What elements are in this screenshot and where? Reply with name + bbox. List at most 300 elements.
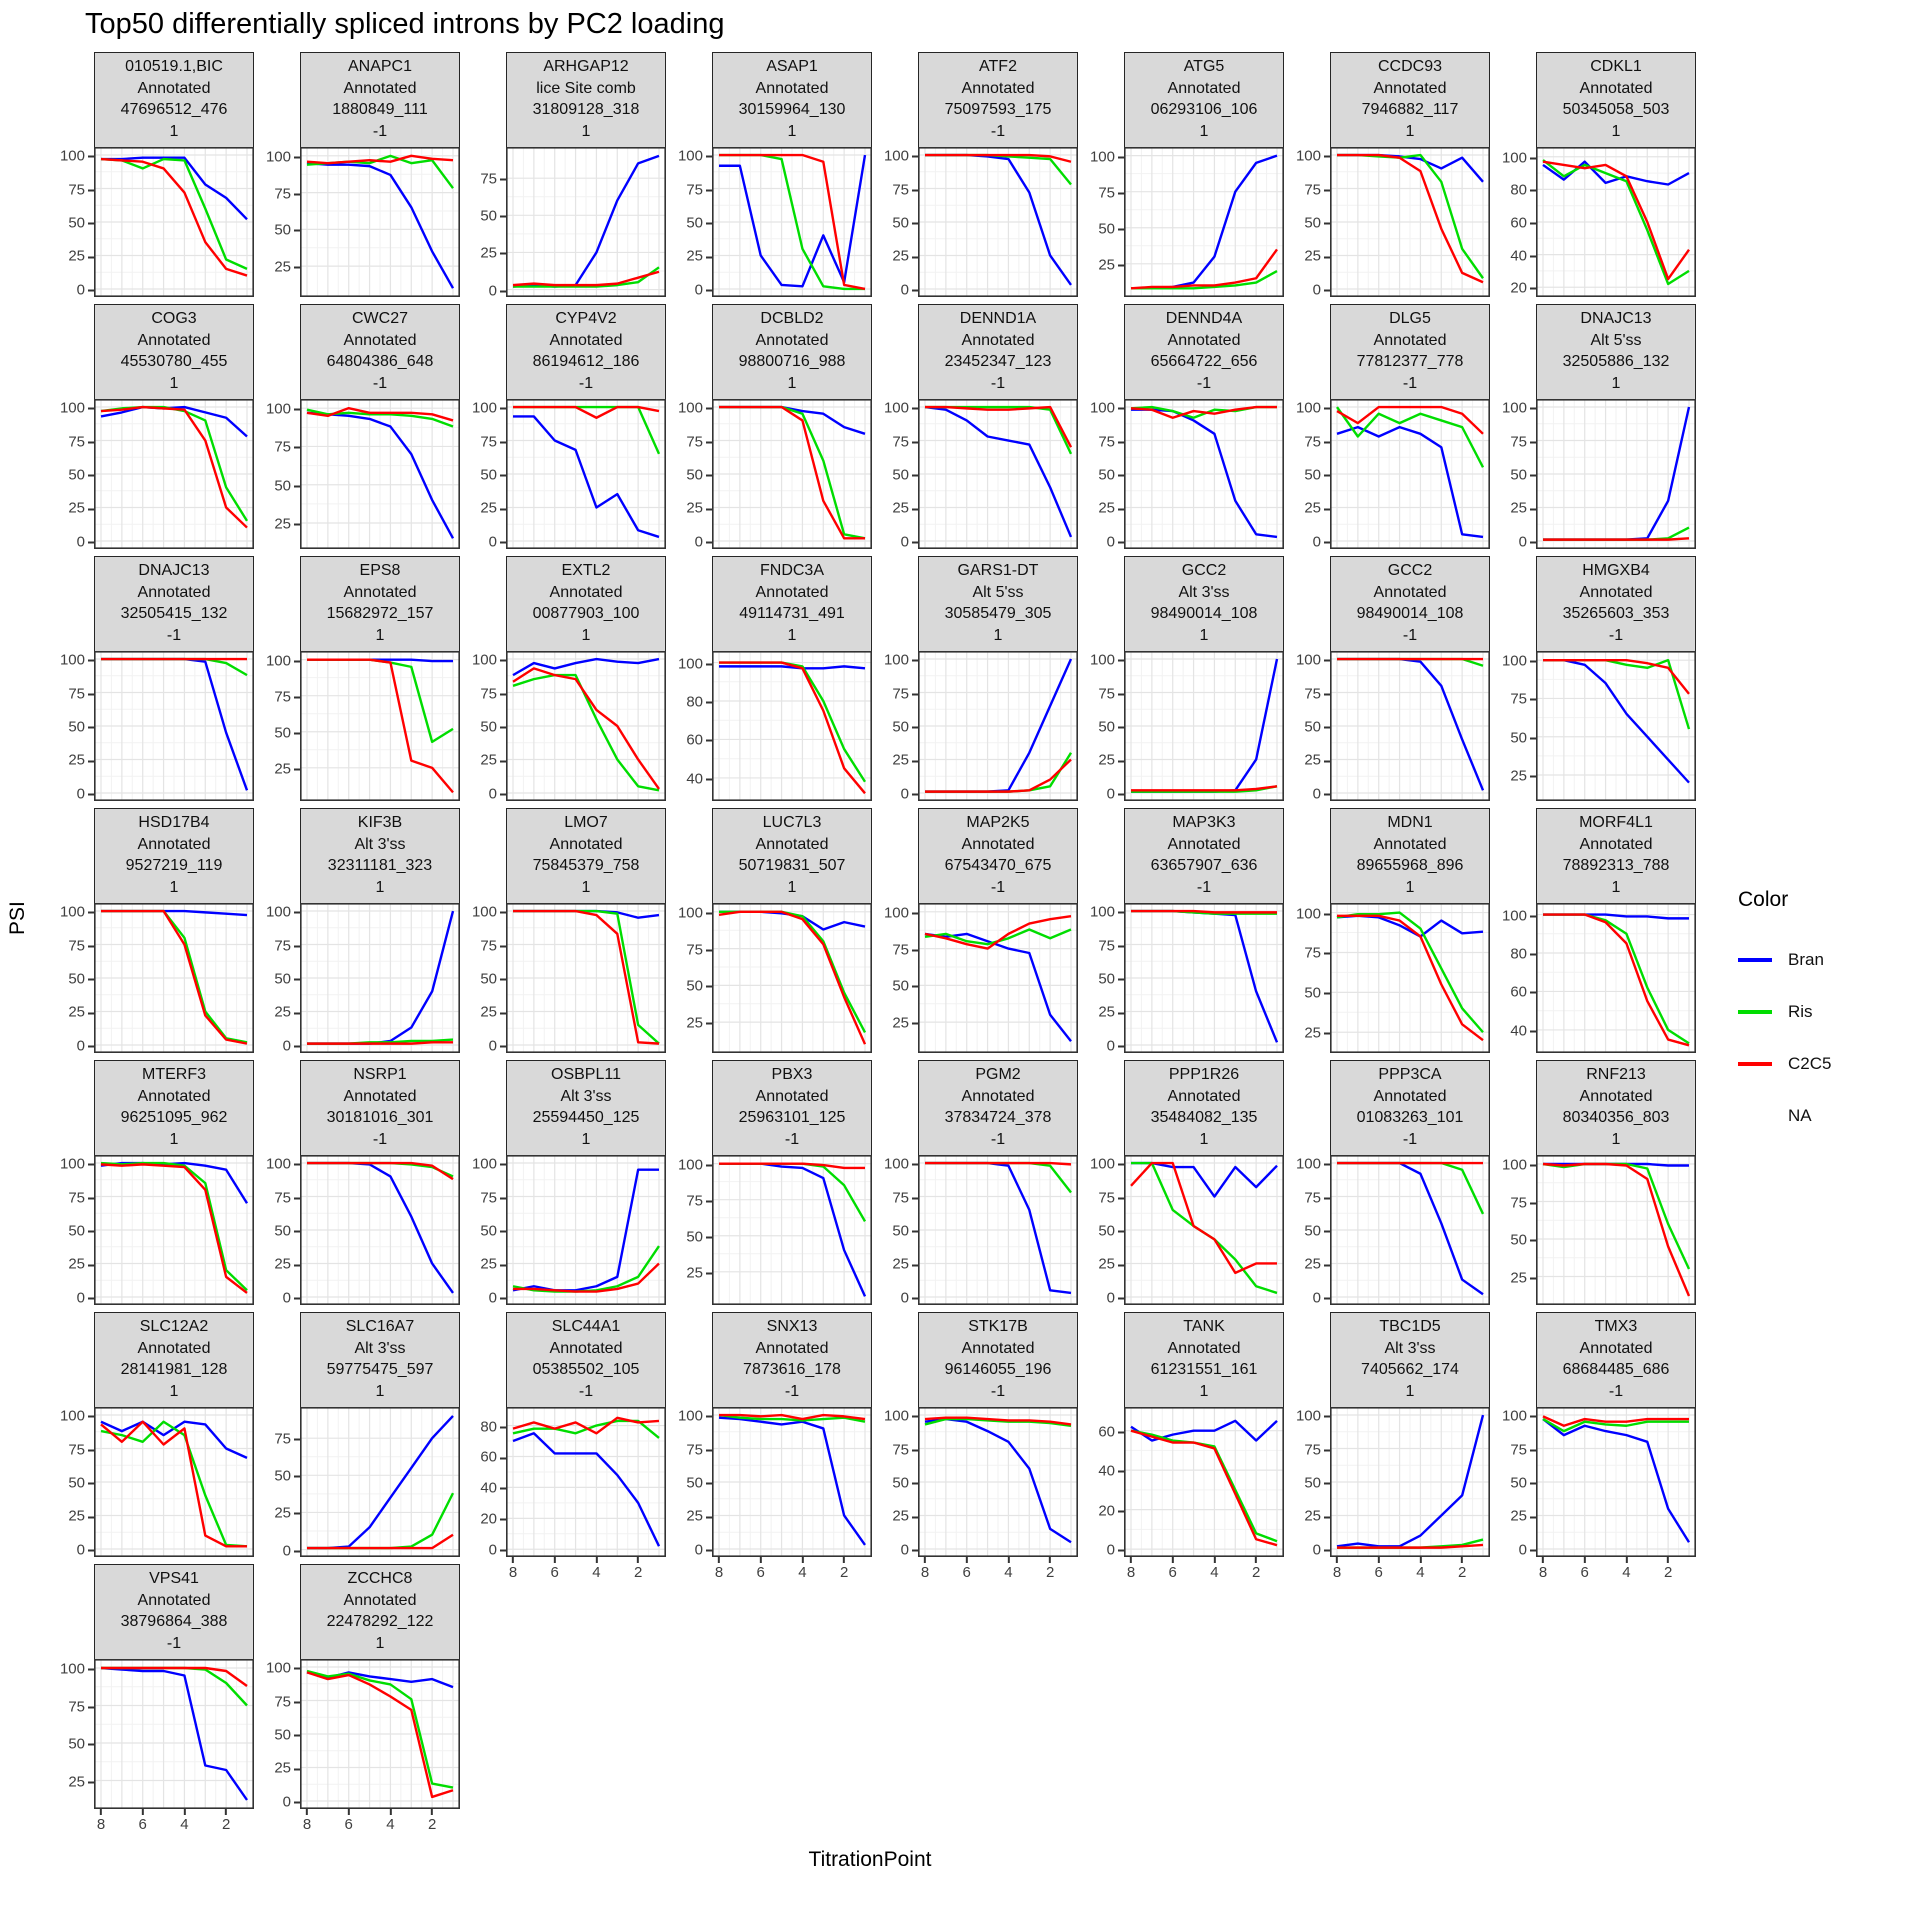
facet-panel bbox=[668, 808, 874, 1060]
facet-panel bbox=[1492, 1312, 1698, 1581]
legend-entry bbox=[1738, 986, 1918, 1038]
y-tick-labels bbox=[874, 1312, 918, 1558]
facet-coordinates: 01083263_101 bbox=[1356, 1109, 1464, 1126]
facet-panel bbox=[256, 52, 462, 304]
y-tick-label: 0 bbox=[77, 1037, 94, 1054]
facet-panel bbox=[50, 808, 256, 1060]
y-tick-labels bbox=[256, 1312, 300, 1558]
legend-label: Bran bbox=[1788, 950, 1824, 969]
series-line-c2c5 bbox=[1131, 911, 1277, 912]
x-tick-label: 2 bbox=[840, 1564, 848, 1581]
facet-coordinates: 9527219_119 bbox=[125, 857, 223, 874]
y-tick-label: 75 bbox=[1098, 433, 1124, 450]
facet-plot-area bbox=[1124, 1407, 1284, 1557]
y-tick-label: 25 bbox=[686, 1508, 712, 1525]
y-tick-label: 75 bbox=[480, 171, 506, 188]
y-tick-labels bbox=[1286, 808, 1330, 1054]
x-tick-label: 6 bbox=[345, 1816, 353, 1833]
x-tick-label: 2 bbox=[222, 1816, 230, 1833]
facet-strand: -1 bbox=[1402, 1130, 1418, 1148]
x-tick-label: 8 bbox=[921, 1564, 929, 1581]
x-tick-label: 4 bbox=[592, 1564, 600, 1581]
y-tick-label: 100 bbox=[266, 1660, 300, 1677]
legend-entry bbox=[1738, 1090, 1918, 1142]
x-tick-labels bbox=[94, 1809, 254, 1835]
y-tick-label: 50 bbox=[480, 208, 506, 225]
y-tick-label: 20 bbox=[480, 1511, 506, 1528]
facet-strip bbox=[1536, 1312, 1696, 1408]
facet-panel bbox=[256, 808, 462, 1060]
y-tick-label: 100 bbox=[472, 652, 506, 669]
facet-strand: 1 bbox=[1611, 1130, 1621, 1148]
facet-strand: 1 bbox=[581, 1130, 591, 1148]
facet-plot-area bbox=[300, 651, 460, 801]
y-tick-labels bbox=[50, 808, 94, 1054]
facet-strand: -1 bbox=[990, 122, 1006, 140]
facet-strand: -1 bbox=[578, 1382, 594, 1400]
y-tick-label: 75 bbox=[686, 433, 712, 450]
y-tick-label: 25 bbox=[480, 245, 506, 262]
y-tick-label: 0 bbox=[77, 533, 94, 550]
facet-gene: TMX3 bbox=[1594, 1318, 1638, 1335]
x-tick-label: 6 bbox=[139, 1816, 147, 1833]
y-tick-label: 100 bbox=[1090, 400, 1124, 417]
y-tick-label: 50 bbox=[1098, 971, 1124, 988]
facet-plot-area bbox=[712, 1407, 872, 1557]
facet-gene: STK17B bbox=[968, 1318, 1028, 1335]
y-tick-labels bbox=[1080, 808, 1124, 1054]
facet-gene: HMGXB4 bbox=[1582, 562, 1650, 579]
facet-strand: 1 bbox=[1199, 626, 1209, 644]
y-tick-label: 60 bbox=[1510, 984, 1536, 1001]
facet-plot-area bbox=[1536, 1155, 1696, 1305]
y-tick-label: 75 bbox=[892, 433, 918, 450]
y-tick-label: 50 bbox=[274, 724, 300, 741]
facet-coordinates: 98490014_108 bbox=[1356, 605, 1464, 622]
facet-strand: 1 bbox=[375, 1382, 385, 1400]
facet-strand: 1 bbox=[169, 1130, 179, 1148]
facet-gene: PBX3 bbox=[771, 1066, 813, 1083]
y-tick-label: 100 bbox=[884, 904, 918, 921]
facet-coordinates: 00877903_100 bbox=[532, 605, 640, 622]
y-tick-labels bbox=[1492, 52, 1536, 298]
y-tick-label: 100 bbox=[678, 904, 712, 921]
y-tick-label: 50 bbox=[274, 222, 300, 239]
y-tick-label: 0 bbox=[77, 281, 94, 298]
y-tick-label: 25 bbox=[1510, 1508, 1536, 1525]
facet-panel bbox=[874, 1060, 1080, 1312]
x-tick-mark bbox=[348, 1809, 350, 1815]
facet-gene: KIF3B bbox=[357, 814, 403, 831]
facet-gene: LMO7 bbox=[564, 814, 608, 831]
y-tick-label: 60 bbox=[1098, 1423, 1124, 1440]
facet-plot-area bbox=[918, 1155, 1078, 1305]
facet-annotation-type: Annotated bbox=[549, 331, 623, 349]
y-tick-labels bbox=[1080, 1312, 1124, 1558]
facet-strip bbox=[1124, 1060, 1284, 1156]
x-tick-labels bbox=[1330, 1557, 1490, 1583]
y-tick-label: 25 bbox=[1510, 500, 1536, 517]
x-tick-labels bbox=[506, 1557, 666, 1583]
facet-plot-area bbox=[1536, 651, 1696, 801]
facet-strand: 1 bbox=[169, 878, 179, 896]
facet-strip bbox=[1124, 1312, 1284, 1408]
facet-gene: DCBLD2 bbox=[760, 310, 824, 327]
facet-annotation-type: Annotated bbox=[755, 583, 829, 601]
facet-coordinates: 78892313_788 bbox=[1562, 857, 1670, 874]
facet-annotation-type: Annotated bbox=[343, 1087, 417, 1105]
y-tick-label: 100 bbox=[1296, 652, 1330, 669]
y-tick-labels bbox=[1286, 52, 1330, 298]
facet-strand: 1 bbox=[375, 626, 385, 644]
y-tick-label: 100 bbox=[678, 1156, 712, 1173]
y-tick-labels bbox=[462, 52, 506, 298]
y-tick-label: 25 bbox=[1510, 767, 1536, 784]
facet-strand: 1 bbox=[1199, 1130, 1209, 1148]
y-tick-label: 100 bbox=[1502, 653, 1536, 670]
y-tick-label: 75 bbox=[1510, 1194, 1536, 1211]
facet-coordinates: 22478292_122 bbox=[326, 1613, 434, 1630]
facet-gene: SLC12A2 bbox=[139, 1318, 209, 1335]
y-tick-label: 25 bbox=[68, 248, 94, 265]
facet-gene: GCC2 bbox=[1387, 562, 1433, 579]
facet-annotation-type: Annotated bbox=[1167, 79, 1241, 97]
facet-gene: ATG5 bbox=[1183, 58, 1225, 75]
y-tick-label: 75 bbox=[1098, 184, 1124, 201]
facet-plot-area bbox=[1330, 903, 1490, 1053]
facet-annotation-type: Annotated bbox=[137, 1339, 211, 1357]
facet-gene: ANAPC1 bbox=[347, 58, 413, 75]
y-tick-label: 100 bbox=[884, 652, 918, 669]
y-tick-label: 100 bbox=[884, 148, 918, 165]
x-tick-label: 2 bbox=[1046, 1564, 1054, 1581]
y-tick-label: 75 bbox=[1304, 945, 1330, 962]
y-tick-label: 0 bbox=[283, 1542, 300, 1559]
y-tick-label: 50 bbox=[1304, 467, 1330, 484]
y-tick-label: 0 bbox=[695, 533, 712, 550]
y-tick-label: 0 bbox=[283, 1793, 300, 1810]
y-tick-label: 0 bbox=[1107, 1542, 1124, 1559]
facet-annotation-type: Annotated bbox=[961, 835, 1035, 853]
y-tick-label: 75 bbox=[1304, 1189, 1330, 1206]
y-tick-label: 50 bbox=[686, 215, 712, 232]
y-tick-label: 80 bbox=[480, 1418, 506, 1435]
facet-strip bbox=[918, 1312, 1078, 1408]
facet-panel bbox=[462, 304, 668, 556]
facet-plot-area bbox=[1124, 147, 1284, 297]
legend-title: Color bbox=[1738, 888, 1789, 911]
y-tick-label: 100 bbox=[1296, 148, 1330, 165]
facet-plot-area bbox=[1330, 651, 1490, 801]
y-tick-label: 50 bbox=[892, 467, 918, 484]
y-tick-labels bbox=[1080, 1060, 1124, 1306]
facet-strip bbox=[1124, 556, 1284, 652]
facet-gene: CCDC93 bbox=[1377, 58, 1442, 75]
y-tick-label: 75 bbox=[274, 1431, 300, 1448]
y-tick-label: 100 bbox=[884, 1156, 918, 1173]
x-tick-labels bbox=[918, 1557, 1078, 1583]
x-tick-label: 4 bbox=[386, 1816, 394, 1833]
facet-coordinates: 80340356_803 bbox=[1562, 1109, 1670, 1126]
y-tick-label: 75 bbox=[892, 181, 918, 198]
facet-coordinates: 32505886_132 bbox=[1562, 353, 1670, 370]
facet-panel bbox=[462, 1312, 668, 1581]
facet-panel bbox=[50, 556, 256, 808]
facet-panel bbox=[874, 52, 1080, 304]
facet-plot-area bbox=[94, 147, 254, 297]
facet-annotation-type: Annotated bbox=[961, 79, 1035, 97]
y-tick-label: 40 bbox=[686, 770, 712, 787]
y-tick-label: 75 bbox=[892, 941, 918, 958]
y-tick-labels bbox=[874, 304, 918, 550]
facet-coordinates: 75845379_758 bbox=[532, 857, 640, 874]
y-tick-label: 60 bbox=[1510, 215, 1536, 232]
x-tick-mark bbox=[637, 1557, 639, 1563]
facet-panel bbox=[1492, 808, 1698, 1060]
facet-gene: GARS1-DT bbox=[957, 562, 1039, 579]
facet-annotation-type: Annotated bbox=[755, 1087, 829, 1105]
y-tick-labels bbox=[1080, 556, 1124, 802]
facet-plot-area bbox=[1536, 903, 1696, 1053]
facet-annotation-type: Annotated bbox=[1373, 331, 1447, 349]
facet-plot-area bbox=[918, 147, 1078, 297]
y-tick-label: 100 bbox=[266, 401, 300, 418]
facet-annotation-type: Alt 3'ss bbox=[354, 835, 406, 853]
y-tick-label: 75 bbox=[480, 433, 506, 450]
facet-panel bbox=[1080, 1060, 1286, 1312]
y-tick-label: 40 bbox=[1510, 247, 1536, 264]
facet-coordinates: 96251095_962 bbox=[120, 1109, 228, 1126]
facet-panel bbox=[462, 808, 668, 1060]
facet-strip bbox=[300, 1060, 460, 1156]
facet-annotation-type: Annotated bbox=[961, 1339, 1035, 1357]
facet-strip bbox=[712, 1060, 872, 1156]
y-tick-label: 0 bbox=[489, 282, 506, 299]
y-tick-label: 60 bbox=[480, 1449, 506, 1466]
facet-gene: HSD17B4 bbox=[138, 814, 210, 831]
facet-plot-area bbox=[94, 1659, 254, 1809]
y-tick-label: 50 bbox=[480, 1223, 506, 1240]
y-tick-label: 25 bbox=[68, 1508, 94, 1525]
y-tick-label: 50 bbox=[480, 467, 506, 484]
y-tick-label: 50 bbox=[686, 1475, 712, 1492]
y-tick-label: 50 bbox=[1098, 719, 1124, 736]
facet-strand: 1 bbox=[1199, 122, 1209, 140]
facet-panel bbox=[1080, 556, 1286, 808]
y-tick-label: 50 bbox=[68, 971, 94, 988]
facet-gene: 010519.1,BIC bbox=[125, 58, 223, 75]
facet-coordinates: 77812377_778 bbox=[1356, 353, 1464, 370]
y-tick-label: 25 bbox=[1098, 500, 1124, 517]
y-tick-label: 25 bbox=[68, 1773, 94, 1790]
facet-plot-area bbox=[1124, 903, 1284, 1053]
facet-coordinates: 25963101_125 bbox=[738, 1109, 846, 1126]
facet-annotation-type: Annotated bbox=[755, 331, 829, 349]
y-tick-label: 0 bbox=[77, 785, 94, 802]
facet-strand: 1 bbox=[1611, 374, 1621, 392]
y-tick-label: 100 bbox=[266, 652, 300, 669]
x-tick-label: 6 bbox=[1581, 1564, 1589, 1581]
y-tick-label: 50 bbox=[68, 467, 94, 484]
y-tick-label: 75 bbox=[274, 1693, 300, 1710]
x-tick-label: 8 bbox=[1539, 1564, 1547, 1581]
y-tick-label: 75 bbox=[686, 181, 712, 198]
y-tick-label: 100 bbox=[266, 904, 300, 921]
y-tick-label: 25 bbox=[1510, 1269, 1536, 1286]
y-tick-label: 0 bbox=[1313, 785, 1330, 802]
facet-strip bbox=[1330, 1060, 1490, 1156]
facet-annotation-type: Annotated bbox=[137, 583, 211, 601]
x-tick-label: 4 bbox=[1622, 1564, 1630, 1581]
y-tick-label: 40 bbox=[1510, 1022, 1536, 1039]
facet-plot-area bbox=[1330, 399, 1490, 549]
facet-plot-area bbox=[300, 147, 460, 297]
y-tick-labels bbox=[256, 304, 300, 550]
y-tick-label: 60 bbox=[686, 732, 712, 749]
legend-label: C2C5 bbox=[1788, 1054, 1832, 1073]
facet-plot-area bbox=[1536, 1407, 1696, 1557]
facet-plot-area bbox=[300, 1155, 460, 1305]
y-tick-label: 100 bbox=[1502, 1157, 1536, 1174]
legend-label: NA bbox=[1788, 1106, 1812, 1125]
y-tick-labels bbox=[462, 556, 506, 802]
facet-gene: DNAJC13 bbox=[138, 562, 210, 579]
facet-panel bbox=[874, 556, 1080, 808]
facet-annotation-type: Annotated bbox=[343, 331, 417, 349]
y-tick-labels bbox=[668, 1060, 712, 1306]
y-tick-label: 75 bbox=[1510, 1441, 1536, 1458]
y-tick-labels bbox=[1492, 556, 1536, 802]
y-tick-labels bbox=[1286, 556, 1330, 802]
y-tick-label: 50 bbox=[892, 719, 918, 736]
y-tick-label: 75 bbox=[1304, 181, 1330, 198]
facet-coordinates: 28141981_128 bbox=[120, 1361, 228, 1378]
facet-strip bbox=[94, 1060, 254, 1156]
y-tick-labels bbox=[256, 1564, 300, 1810]
y-tick-labels bbox=[50, 1312, 94, 1558]
facet-coordinates: 15682972_157 bbox=[326, 605, 434, 622]
facet-plot-area bbox=[712, 399, 872, 549]
y-tick-label: 25 bbox=[1304, 500, 1330, 517]
plot-title: Top50 differentially spliced introns by PC2 loading bbox=[85, 8, 725, 40]
facet-annotation-type: Annotated bbox=[137, 1087, 211, 1105]
y-tick-label: 0 bbox=[1107, 785, 1124, 802]
facet-panel bbox=[1080, 304, 1286, 556]
facet-strand: 1 bbox=[787, 374, 797, 392]
y-tick-label: 0 bbox=[489, 785, 506, 802]
y-tick-label: 50 bbox=[274, 1468, 300, 1485]
facet-gene: FNDC3A bbox=[759, 562, 824, 579]
facet-annotation-type: Annotated bbox=[549, 1339, 623, 1357]
facet-plot-area bbox=[94, 651, 254, 801]
facet-panel bbox=[462, 52, 668, 304]
facet-strip bbox=[918, 1060, 1078, 1156]
y-tick-label: 25 bbox=[480, 1004, 506, 1021]
y-tick-label: 25 bbox=[274, 259, 300, 276]
facet-gene: ATF2 bbox=[979, 58, 1017, 75]
series-line-c2c5 bbox=[307, 1042, 453, 1043]
facet-annotation-type: Annotated bbox=[961, 1087, 1035, 1105]
y-tick-labels bbox=[462, 304, 506, 550]
y-tick-labels bbox=[256, 808, 300, 1054]
facet-strip bbox=[1536, 304, 1696, 400]
facet-annotation-type: Annotated bbox=[343, 1591, 417, 1609]
y-tick-labels bbox=[50, 1564, 94, 1810]
facet-strip bbox=[300, 808, 460, 904]
facet-strip bbox=[506, 52, 666, 148]
y-tick-label: 0 bbox=[1107, 533, 1124, 550]
facet-strip bbox=[506, 304, 666, 400]
facet-annotation-type: Annotated bbox=[343, 583, 417, 601]
series-line-c2c5 bbox=[1543, 538, 1689, 539]
y-tick-label: 0 bbox=[283, 1037, 300, 1054]
facet-plot-area bbox=[300, 903, 460, 1053]
y-tick-labels bbox=[256, 556, 300, 802]
facet-annotation-type: Annotated bbox=[755, 835, 829, 853]
facet-coordinates: 31809128_318 bbox=[532, 101, 640, 118]
y-tick-label: 75 bbox=[68, 1189, 94, 1206]
y-tick-label: 75 bbox=[68, 937, 94, 954]
facet-strand: -1 bbox=[1402, 374, 1418, 392]
y-tick-label: 80 bbox=[686, 694, 712, 711]
facet-panel bbox=[50, 52, 256, 304]
facet-strand: -1 bbox=[166, 1634, 182, 1652]
y-tick-labels bbox=[462, 1060, 506, 1306]
y-tick-label: 0 bbox=[695, 1541, 712, 1558]
facet-strand: -1 bbox=[784, 1382, 800, 1400]
y-tick-label: 50 bbox=[68, 719, 94, 736]
facet-strip bbox=[1536, 808, 1696, 904]
y-tick-labels bbox=[874, 1060, 918, 1306]
facet-strip bbox=[1330, 1312, 1490, 1408]
facet-plot-area bbox=[1330, 147, 1490, 297]
y-tick-label: 100 bbox=[60, 652, 94, 669]
facet-panel bbox=[50, 1060, 256, 1312]
y-tick-label: 0 bbox=[901, 1541, 918, 1558]
facet-panel bbox=[668, 52, 874, 304]
y-tick-label: 100 bbox=[472, 904, 506, 921]
facet-coordinates: 86194612_186 bbox=[532, 353, 640, 370]
facet-strand: -1 bbox=[1402, 626, 1418, 644]
y-tick-label: 25 bbox=[892, 1508, 918, 1525]
facet-annotation-type: Alt 3'ss bbox=[1178, 583, 1230, 601]
x-tick-mark bbox=[966, 1557, 968, 1563]
facet-annotation-type: Annotated bbox=[755, 79, 829, 97]
facet-plot-area bbox=[1330, 1155, 1490, 1305]
facet-strand: 1 bbox=[581, 626, 591, 644]
facet-strip bbox=[94, 808, 254, 904]
facet-coordinates: 38796864_388 bbox=[120, 1613, 228, 1630]
facet-annotation-type: Annotated bbox=[1373, 835, 1447, 853]
facet-strip bbox=[94, 304, 254, 400]
y-tick-labels bbox=[462, 808, 506, 1054]
facet-panel bbox=[668, 1312, 874, 1581]
y-tick-labels bbox=[874, 52, 918, 298]
facet-plot-area bbox=[1536, 399, 1696, 549]
facet-strip bbox=[506, 1060, 666, 1156]
y-tick-label: 0 bbox=[283, 1289, 300, 1306]
y-tick-label: 100 bbox=[884, 1408, 918, 1425]
facet-strip bbox=[1124, 808, 1284, 904]
y-tick-label: 75 bbox=[480, 937, 506, 954]
facet-strand: 1 bbox=[375, 878, 385, 896]
facet-panel bbox=[50, 1312, 256, 1564]
facet-strip bbox=[712, 556, 872, 652]
facet-gene: NSRP1 bbox=[353, 1066, 407, 1083]
facet-annotation-type: Annotated bbox=[1579, 1087, 1653, 1105]
facet-gene: EXTL2 bbox=[561, 562, 611, 579]
facet-strand: 1 bbox=[787, 626, 797, 644]
